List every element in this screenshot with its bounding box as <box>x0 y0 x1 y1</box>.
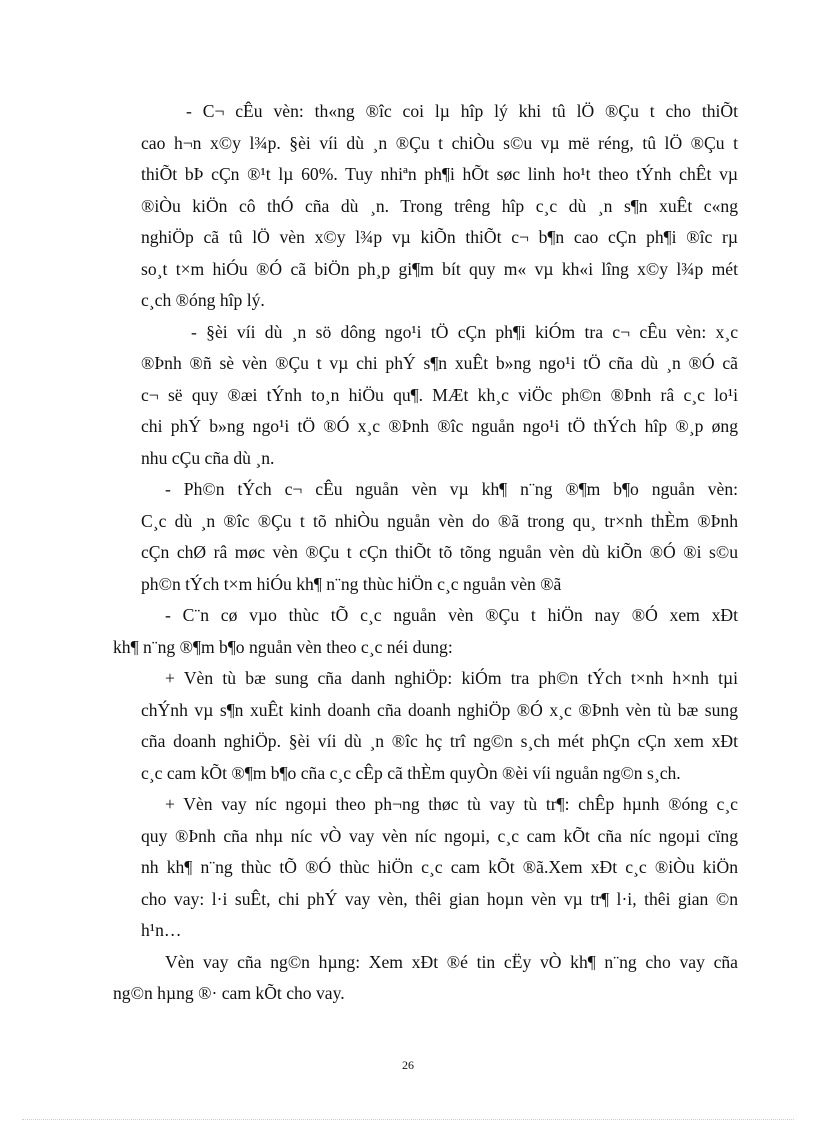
text-line: cña doanh nghiÖp. §èi víi dù ¸n ®îc hç trî ng©n s¸ch mét phÇn cÇn xem xÐt <box>141 731 738 751</box>
text-line: ®Þnh ®ñ sè vèn ®Çu t vµ chi phÝ s¶n xuÊt b»ng ngo¹i tÖ cña dù ¸n ®Ó cã <box>141 353 738 373</box>
text-line: so¸t t×m hiÓu ®Ó cã biÖn ph¸p gi¶m bít quy m« vµ kh«i lîng x©y l¾p mét <box>141 258 738 279</box>
body-text <box>113 96 738 1010</box>
text-line: + Vèn tù bæ sung cña danh nghiÖp: kiÓm tra ph©n tÝch t×nh h×nh tµi <box>165 668 738 688</box>
text-line: chi phÝ b»ng ngo¹i tÖ ®Ó x¸c ®Þnh ®îc nguån ngo¹i tÖ thÝch hîp ®¸p øng <box>141 416 738 436</box>
text-line: - Ph©n tÝch c¬ cÊu nguån vèn vµ kh¶ n¨ng ®¶m b¶o nguån vèn: <box>165 479 738 499</box>
text-line: nghiÖp cã tû lÖ vèn x©y l¾p vµ kiÕn thiÕt c¬ b¶n cao cÇn ph¶i ®îc rµ <box>141 227 738 247</box>
text-line: ng©n hµng ®· cam kÕt cho vay. <box>113 983 345 1003</box>
text-line: cho vay: l·i suÊt, chi phÝ vay vèn, thêi gian hoµn vèn vµ tr¶ l·i, thêi gian ©n <box>141 888 738 909</box>
text-line: ®iÒu kiÖn cô thÓ cña dù ¸n. Trong trêng hîp c¸c dù ¸n s¶n xuÊt c«ng <box>141 195 738 216</box>
text-line: c¸ch ®óng hîp lý. <box>141 290 265 310</box>
text-line: h¹n… <box>141 920 182 940</box>
text-line: cÇn chØ râ møc vèn ®Çu t cÇn thiÕt tõ tõng nguån vèn dù kiÕn ®Ó ®i s©u <box>141 542 738 562</box>
text-line: ph©n tÝch t×m hiÓu kh¶ n¨ng thùc hiÖn c¸c nguån vèn ®ã <box>141 573 562 594</box>
paragraph <box>113 96 738 1010</box>
text-line: C¸c dù ¸n ®îc ®Çu t tõ nhiÒu nguån vèn do ®ã trong qu¸ tr×nh thÈm ®Þnh <box>141 510 738 531</box>
text-line: c¬ së quy ®æi tÝnh to¸n hiÖu qu¶. MÆt kh¸c viÖc ph©n ®Þnh râ c¸c lo¹i <box>141 384 738 405</box>
text-line: - C¨n cø vµo thùc tÕ c¸c nguån vèn ®Çu t hiÖn nay ®Ó xem xÐt <box>165 605 738 625</box>
text-line: nh kh¶ n¨ng thùc tÕ ®Ó thùc hiÖn c¸c cam kÕt ®ã.Xem xÐt c¸c ®iÒu kiÖn <box>141 857 738 877</box>
text-line: c¸c cam kÕt ®¶m b¶o cña c¸c cÊp cã thÈm quyÒn ®èi víi nguån ng©n s¸ch. <box>141 762 681 783</box>
text-line: nhu cÇu cña dù ¸n. <box>141 447 275 468</box>
page-bottom-divider <box>22 1119 794 1120</box>
text-line: cao h¬n x©y l¾p. §èi víi dù ¸n ®Çu t chiÒu s©u vµ më réng, tû lÖ ®Çu t <box>141 132 738 153</box>
text-line: - C¬ cÊu vèn: th«ng ®îc coi lµ hîp lý khi tû lÖ ®Çu t cho thiÕt <box>186 101 738 121</box>
text-line: thiÕt bÞ cÇn ®¹t lµ 60%. Tuy nhiªn ph¶i hÕt søc linh ho¹t theo tÝnh chÊt vµ <box>141 164 738 184</box>
text-line: Vèn vay cña ng©n hµng: Xem xÐt ®é tin cËy vÒ kh¶ n¨ng cho vay cña <box>165 951 738 972</box>
text-line: kh¶ n¨ng ®¶m b¶o nguån vèn theo c¸c néi dung: <box>113 636 453 657</box>
text-line: - §èi víi dù ¸n sö dông ngo¹i tÖ cÇn ph¶i kiÓm tra c¬ cÊu vèn: x¸c <box>191 321 738 342</box>
text-line: + Vèn vay níc ngoµi theo ph¬ng thøc tù vay tù tr¶: chÊp hµnh ®óng c¸c <box>165 794 738 814</box>
text-line: chÝnh vµ s¶n xuÊt kinh doanh cña doanh nghiÖp ®Ó x¸c ®Þnh vèn tù bæ sung <box>141 699 738 720</box>
text-line: quy ®Þnh cña nhµ níc vÒ vay vèn níc ngoµi, c¸c cam kÕt cña níc ngoµi cïng <box>141 825 738 846</box>
page-number: 26 <box>402 1058 414 1072</box>
